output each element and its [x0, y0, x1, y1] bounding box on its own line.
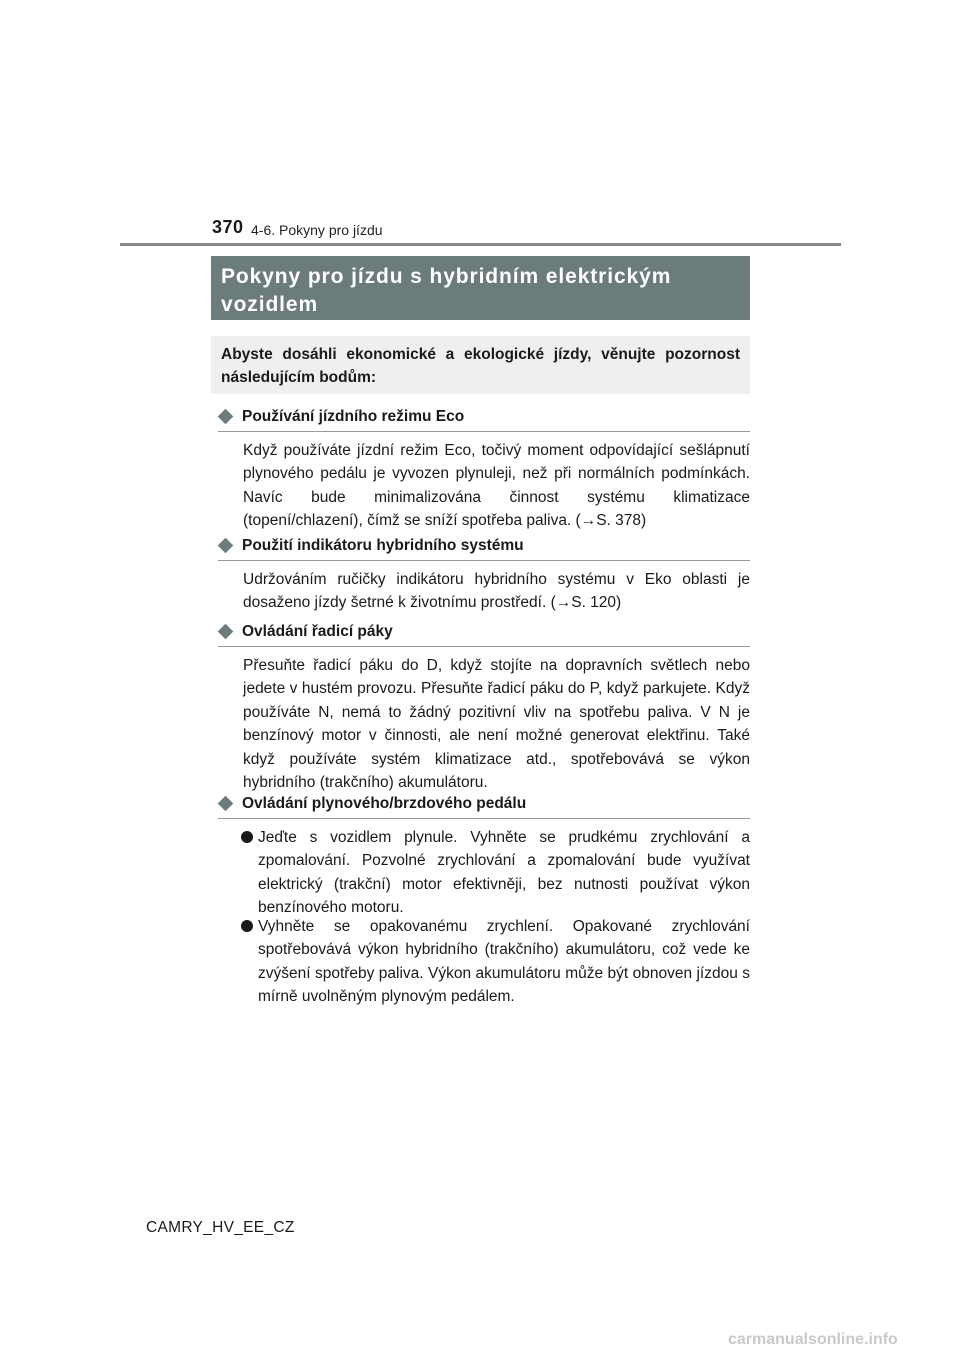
- list-item: [238, 915, 750, 1009]
- watermark: carmanualsonline.info: [728, 1331, 898, 1348]
- header-divider: [120, 243, 841, 246]
- diamond-bullet-icon: [218, 624, 234, 640]
- list-item-text: Vyhněte se opakovanému zrychlení. Opakované zrychlování spotřebovává výkon hybridního (trakčního) akumulátoru, což vede ke zvýšení spotřeby paliva. Výkon akumulátoru může být obnoven jízdou s mírně uvolněným plynovým pedálem.: [258, 918, 750, 1006]
- page-number: 370: [212, 217, 244, 237]
- subheading-text: Ovládání plynového/brzdového pedálu: [242, 795, 527, 812]
- subheading-text: Použití indikátoru hybridního systému: [242, 537, 524, 554]
- diamond-bullet-icon: [218, 409, 234, 425]
- round-bullet-icon: [241, 831, 253, 843]
- intro-text: Abyste dosáhli ekonomické a ekologické jízdy, věnujte pozornost následujícím bodům:: [221, 346, 740, 386]
- paragraph-hybrid-indicator: Udržováním ručičky indikátoru hybridního systému v Eko oblasti je dosaženo jízdy šetrné k životnímu prostředí. (→S. 120): [243, 571, 750, 612]
- document-code: CAMRY_HV_EE_CZ: [146, 1219, 295, 1236]
- paragraph-shift-lever: Přesuňte řadicí páku do D, když stojíte na dopravních světlech nebo jedete v hustém provozu. Přesuňte řadicí páku do P, když parkujete. Když používáte N, nemá to žádný pozitivní vliv na spotřebu paliva. V N je benzínový motor v činnosti, ale není možné generovat elektřinu. Také když používáte systém klimatizace atd., spotřebovává se výkon hybridního (trakčního) akumulátoru.: [243, 657, 750, 792]
- list-item: [238, 826, 750, 920]
- diamond-bullet-icon: [218, 796, 234, 812]
- subheading-text: Ovládání řadicí páky: [242, 623, 393, 640]
- chapter-label: 4-6. Pokyny pro jízdu: [251, 222, 383, 238]
- intro-box: [211, 336, 750, 394]
- subheading-shift-lever: [218, 620, 750, 647]
- subheading-hybrid-indicator: [218, 534, 750, 561]
- diamond-bullet-icon: [218, 538, 234, 554]
- subheading-text: Používání jízdního režimu Eco: [242, 408, 465, 425]
- paragraph-eco-mode: Když používáte jízdní režim Eco, točivý moment odpovídající sešlápnutí plynového pedálu je vyvozen plynuleji, než při normálních podmínkách. Navíc bude minimalizována činnost systému klimatizace (topení/chlazení), čímž se sníží spotřeba paliva. (→S. 378): [243, 442, 750, 530]
- subheading-eco-mode: [218, 405, 750, 432]
- list-item-text: Jeďte s vozidlem plynule. Vyhněte se prudkému zrychlování a zpomalování. Pozvolné zrychlování a zpomalování bude využívat elektrický (trakční) motor efektivněji, bez nutnosti používat výkon benzínového motoru.: [258, 829, 750, 917]
- round-bullet-icon: [241, 920, 253, 932]
- title-banner: [211, 256, 750, 320]
- subheading-pedals: [218, 792, 750, 819]
- page-title: Pokyny pro jízdu s hybridním elektrickým vozidlem: [221, 265, 672, 316]
